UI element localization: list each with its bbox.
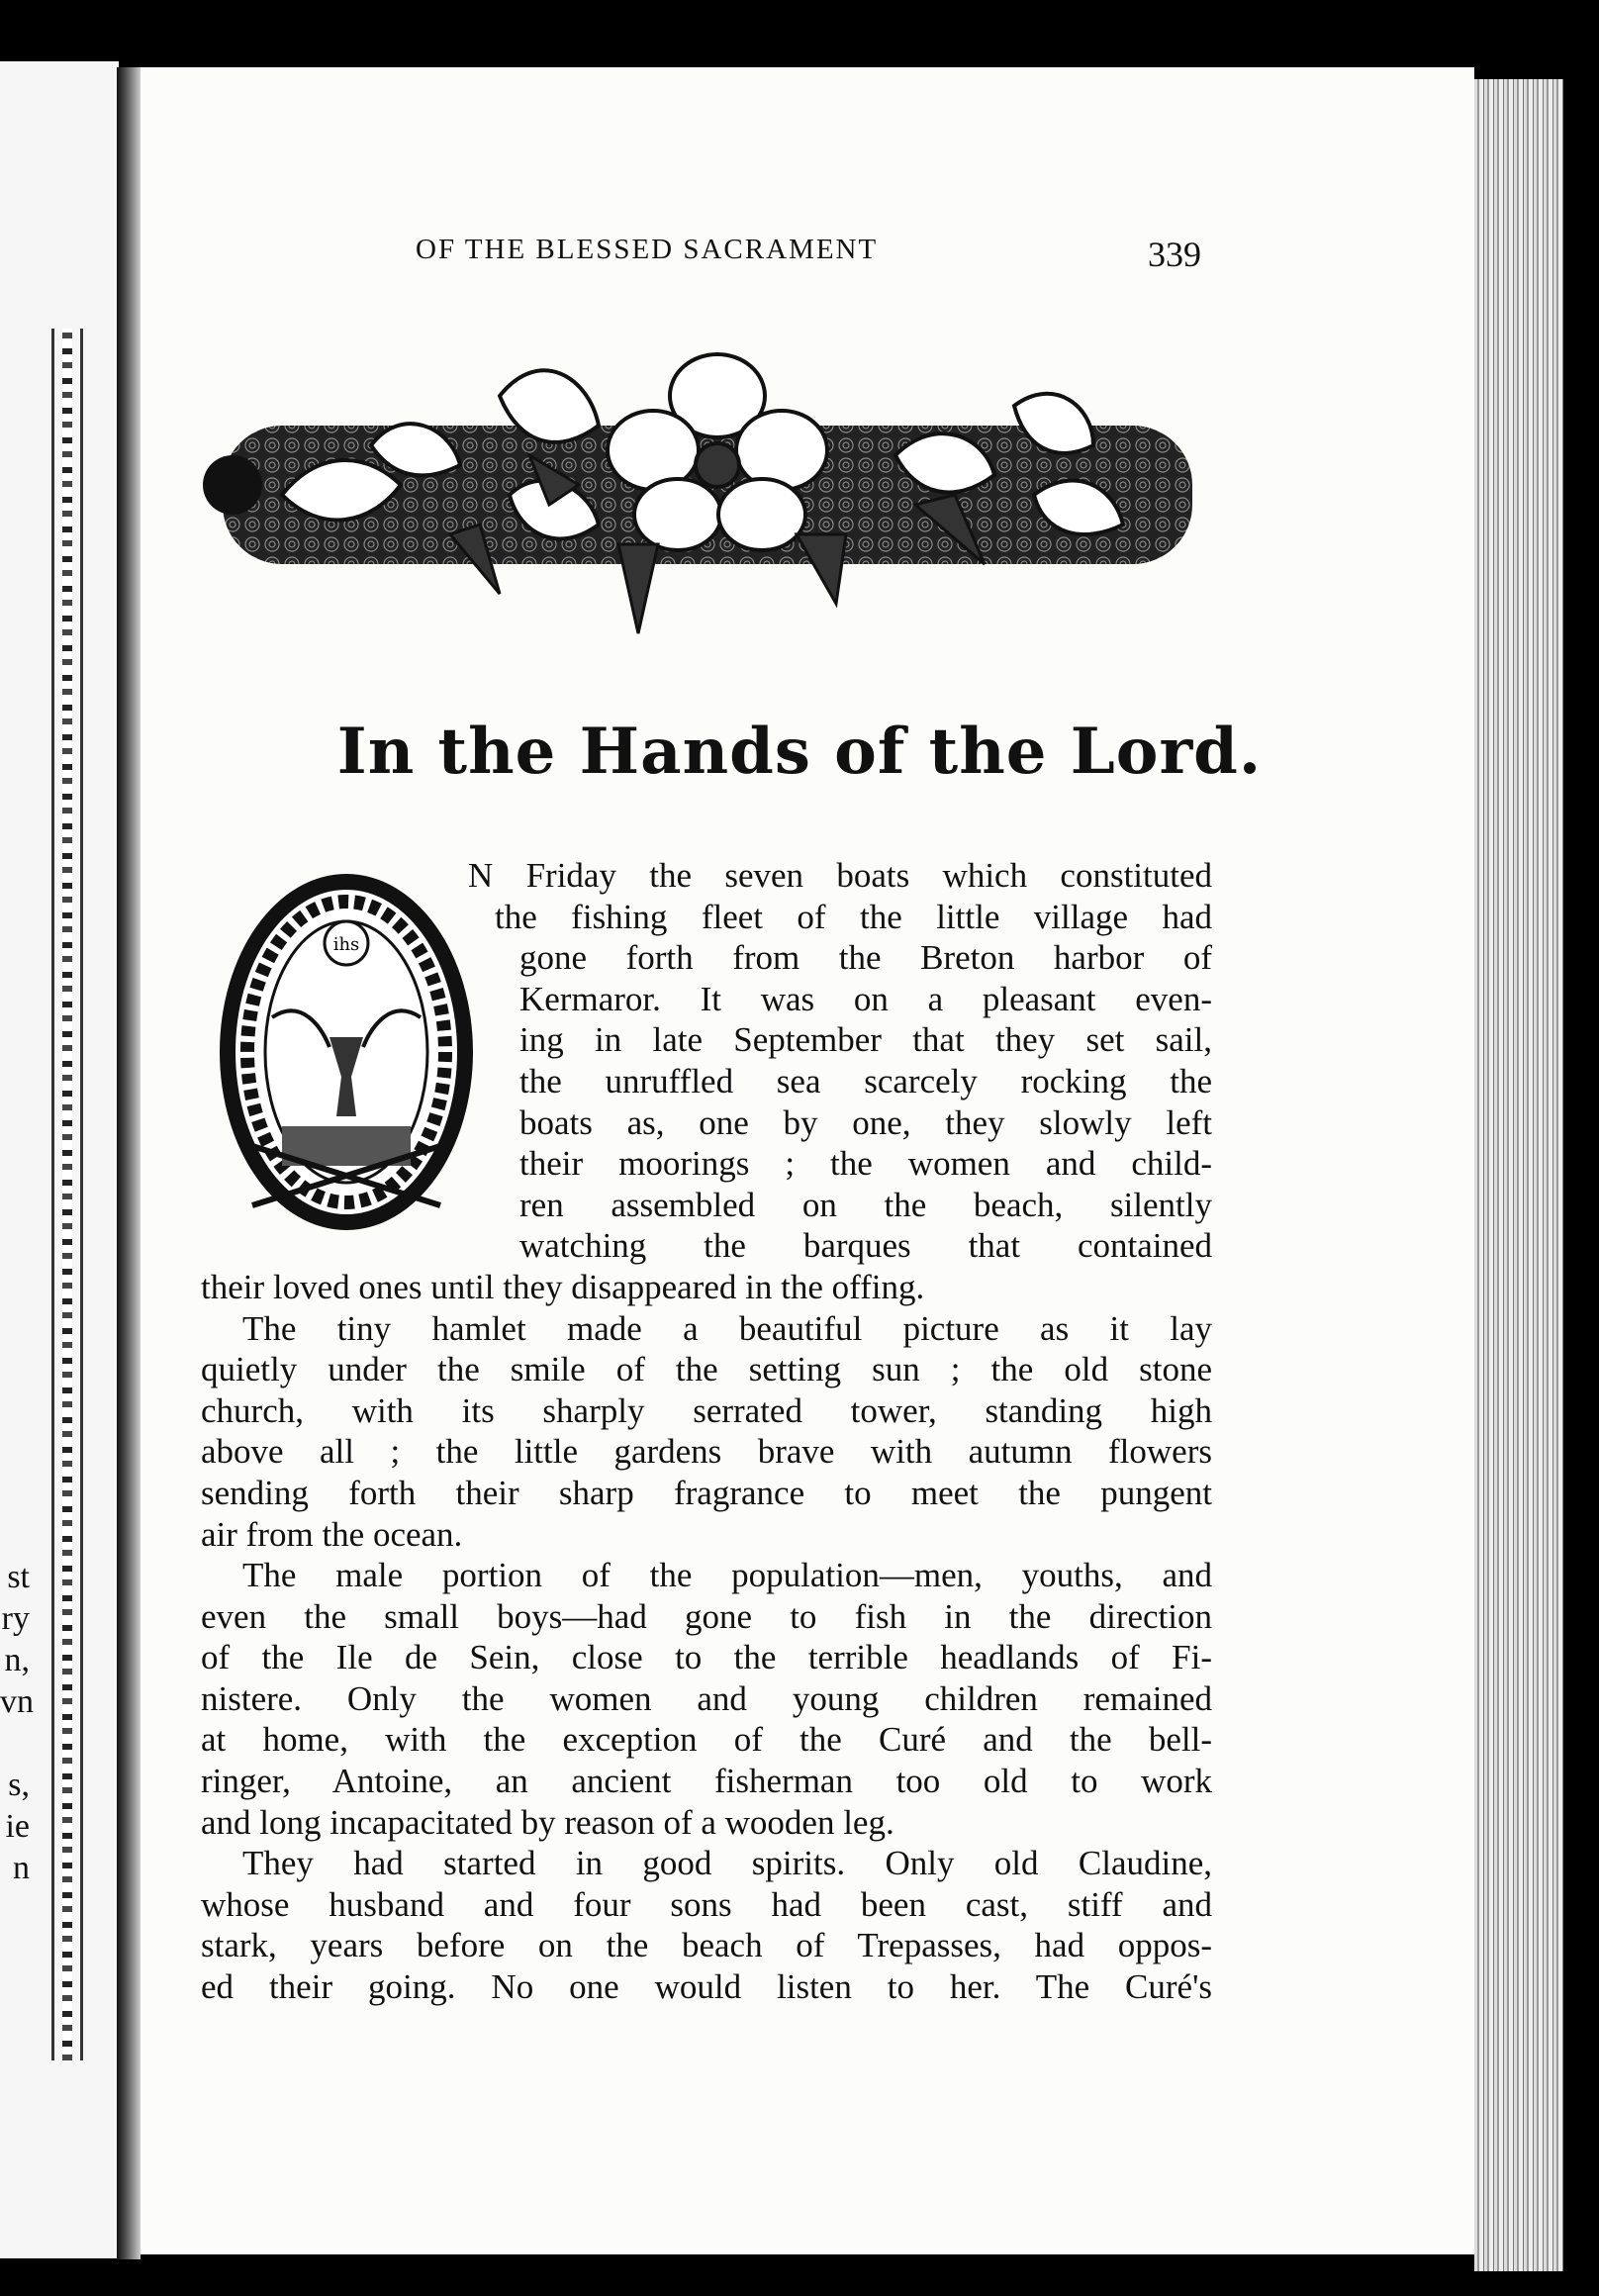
floral-headpiece-ornament (203, 336, 1212, 653)
text-line: They had started in good spirits. Only old Claudine, (242, 1844, 1212, 1883)
text-line: ringer, Antoine, an ancient fisherman too old to work (201, 1762, 1212, 1801)
text-line: The male portion of the population—men, youths, and (242, 1556, 1212, 1595)
facing-page (0, 61, 119, 2258)
text-line: the unruffled sea scarcely rocking the (519, 1061, 1212, 1100)
text-line: boats as, one by one, they slowly left (519, 1102, 1212, 1142)
facing-page-fragment: vn (0, 1683, 34, 1720)
text-line: church, with its sharply serrated tower, standing high (201, 1390, 1212, 1430)
text-line: ing in late September that they set sail, (519, 1020, 1212, 1060)
facing-page-fragment: ry (1, 1600, 30, 1637)
text-line: whose husband and four sons had been cast, stiff and (201, 1884, 1212, 1924)
text-line: sending forth their sharp fragrance to meet the pungent (201, 1473, 1212, 1512)
text-line: air from the ocean. (201, 1514, 463, 1554)
body-text (201, 855, 1212, 2008)
page-number: 339 (1148, 235, 1201, 274)
text-line: their loved ones until they disappeared in the offing. (201, 1267, 925, 1306)
text-line: gone forth from the Breton harbor of (519, 938, 1212, 978)
text-line: ren assembled on the beach, silently (519, 1185, 1212, 1224)
text-line: even the small boys—had gone to fish in the direction (201, 1596, 1212, 1636)
text-line: N Friday the seven boats which constituted (468, 856, 1212, 895)
facing-page-fragment: n (13, 1850, 30, 1886)
text-line: their moorings ; the women and child- (519, 1144, 1212, 1184)
text-line: nistere. Only the women and young children remained (201, 1678, 1212, 1718)
text-line: ed their going. No one would listen to her. The Curé's (201, 1967, 1212, 2007)
text-line: above all ; the little gardens brave with autumn flowers (201, 1432, 1212, 1472)
text-line: at home, with the exception of the Curé and the bell- (201, 1720, 1212, 1760)
facing-page-fragment: s, (8, 1767, 30, 1803)
page-edges (1474, 79, 1563, 2271)
facing-page-fragment: ie (5, 1808, 30, 1845)
text-line: the fishing fleet of the little village had (495, 897, 1212, 936)
chapter-title: In the Hands of the Lord. (336, 715, 1263, 789)
text-line: The tiny hamlet made a beautiful picture as it lay (242, 1308, 1212, 1348)
text-line: quietly under the smile of the setting sun ; the old stone (201, 1350, 1212, 1389)
book-gutter (117, 67, 141, 2259)
facing-page-fragment: n, (4, 1642, 30, 1678)
text-line: stark, years before on the beach of Trepasses, had oppos- (201, 1926, 1212, 1965)
ihs-monogram: ihs (332, 934, 360, 955)
text-line: watching the barques that contained (519, 1226, 1212, 1266)
running-head: OF THE BLESSED SACRAMENT (416, 234, 879, 265)
text-line: of the Ile de Sein, close to the terrible headlands of Fi- (201, 1638, 1212, 1677)
text-line: and long incapacitated by reason of a wooden leg. (201, 1802, 894, 1842)
facing-page-fragment: st (7, 1559, 30, 1595)
facing-page-border (51, 329, 83, 2060)
text-line: Kermaror. It was on a pleasant even- (519, 979, 1212, 1018)
